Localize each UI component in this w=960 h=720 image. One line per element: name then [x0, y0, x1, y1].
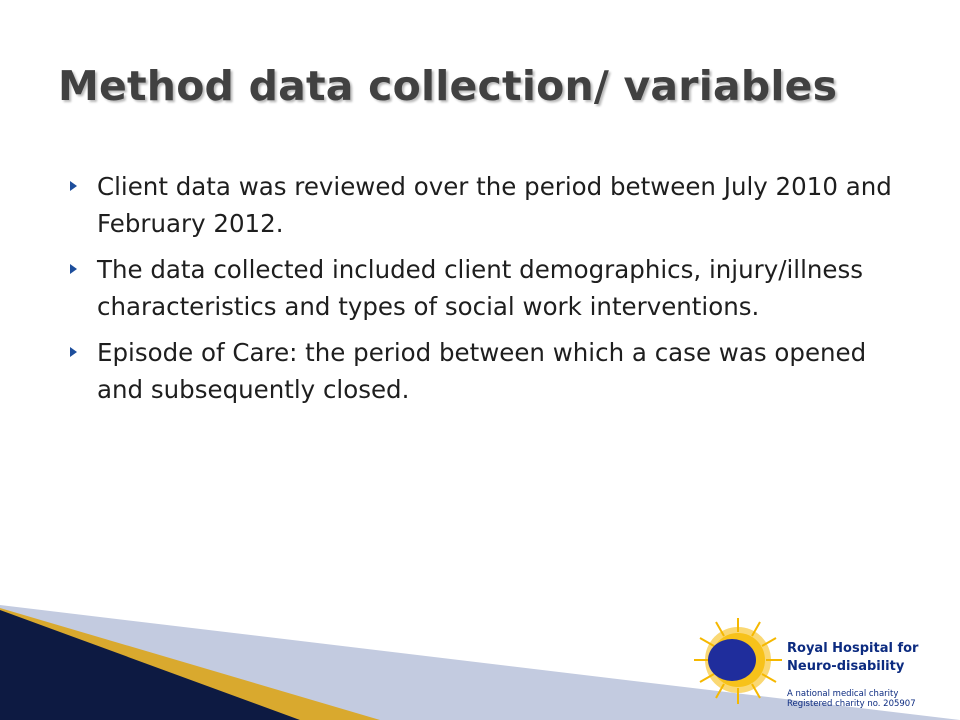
right-arrow-icon	[70, 181, 77, 191]
right-arrow-icon	[70, 264, 77, 274]
logo-name-line1: Royal Hospital for	[787, 641, 919, 656]
bullet-item	[70, 334, 900, 408]
logo-tagline-line2: Registered charity no. 205907	[787, 699, 916, 709]
logo-name	[787, 640, 918, 676]
bullet-item	[70, 168, 900, 242]
bullet-text: Episode of Care: the period between which a case was opened and subsequently closed.	[97, 338, 867, 404]
sun-eclipse-icon	[690, 618, 786, 714]
bullet-text: Client data was reviewed over the period between July 2010 and February 2012.	[97, 172, 892, 238]
logo-name-line2: Neuro-disability	[787, 659, 905, 674]
logo-tagline	[787, 689, 916, 709]
right-arrow-icon	[70, 347, 77, 357]
slide-title: Method data collection/ variables	[58, 62, 838, 110]
bullet-list	[70, 168, 900, 417]
bullet-item	[70, 251, 900, 325]
logo-tagline-line1: A national medical charity	[787, 689, 899, 699]
hospital-logo	[690, 618, 940, 718]
bullet-text: The data collected included client demographics, injury/illness characteristics and types of social work interventions.	[97, 255, 864, 321]
